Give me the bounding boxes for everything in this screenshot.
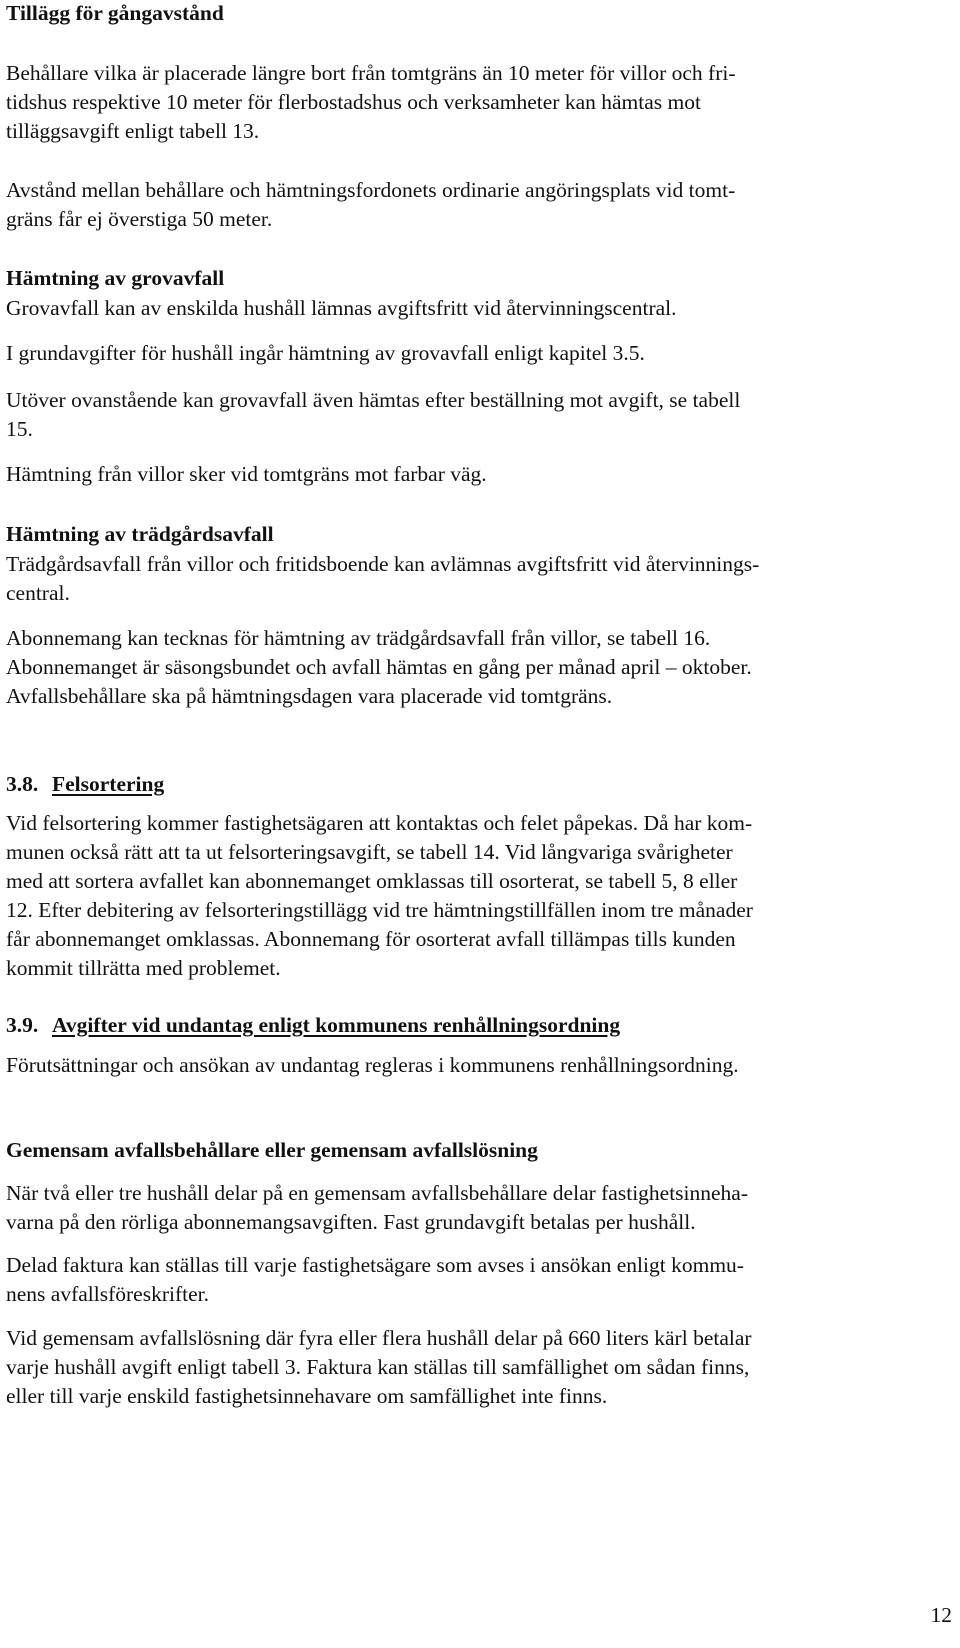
paragraph-line: tidshus respektive 10 meter för flerbostadshus och verksamheter kan hämtas mot	[6, 90, 701, 114]
paragraph-line: kommit tillrätta med problemet.	[6, 956, 281, 980]
heading-grovavfall: Hämtning av grovavfall	[6, 266, 225, 290]
paragraph-line: varje hushåll avgift enligt tabell 3. Faktura kan ställas till samfällighet om sådan finns,	[6, 1355, 750, 1379]
paragraph-line: 15.	[6, 417, 33, 441]
paragraph-line: I grundavgifter för hushåll ingår hämtning av grovavfall enligt kapitel 3.5.	[6, 341, 645, 365]
paragraph-line: Vid felsortering kommer fastighetsägaren att kontaktas och felet påpekas. Då har kom-	[6, 811, 753, 835]
section-number: 3.9.	[6, 1013, 39, 1037]
section-number: 3.8.	[6, 772, 39, 796]
paragraph-line: nens avfallsföreskrifter.	[6, 1282, 209, 1306]
paragraph-line: Förutsättningar och ansökan av undantag regleras i kommunens renhållningsordning.	[6, 1053, 739, 1077]
heading-gangavstand: Tillägg för gångavstånd	[6, 1, 224, 25]
paragraph-line: Delad faktura kan ställas till varje fastighetsägare som avses i ansökan enligt kommu-	[6, 1253, 744, 1277]
paragraph-line: Trädgårdsavfall från villor och fritidsboende kan avlämnas avgiftsfritt vid återvinnings-	[6, 552, 760, 576]
paragraph-line: Behållare vilka är placerade längre bort från tomtgräns än 10 meter för villor och fri-	[6, 61, 736, 85]
heading-gemensam: Gemensam avfallsbehållare eller gemensam avfallslösning	[6, 1138, 538, 1162]
paragraph-line: central.	[6, 581, 70, 605]
paragraph-line: med att sortera avfallet kan abonnemanget omklassas till osorterat, se tabell 5, 8 eller	[6, 869, 738, 893]
paragraph-line: gräns får ej överstiga 50 meter.	[6, 207, 273, 231]
paragraph-line: Avstånd mellan behållare och hämtningsfordonets ordinarie angöringsplats vid tomt-	[6, 178, 736, 202]
paragraph-line: När två eller tre hushåll delar på en gemensam avfallsbehållare delar fastighetsinneha-	[6, 1181, 749, 1205]
heading-avgifter-undantag: Avgifter vid undantag enligt kommunens renhållningsordning	[52, 1013, 621, 1037]
paragraph-line: Vid gemensam avfallslösning där fyra eller flera hushåll delar på 660 liters kärl betalar	[6, 1326, 752, 1350]
page-number: 12	[930, 1603, 952, 1627]
heading-tradgardsavfall: Hämtning av trädgårdsavfall	[6, 522, 274, 546]
paragraph-line: varna på den rörliga abonnemangsavgiften. Fast grundavgift betalas per hushåll.	[6, 1210, 696, 1234]
paragraph-line: Abonnemanget är säsongsbundet och avfall hämtas en gång per månad april – oktober.	[6, 655, 752, 679]
paragraph-line: eller till varje enskild fastighetsinnehavare om samfällighet inte finns.	[6, 1384, 608, 1408]
paragraph-line: Grovavfall kan av enskilda hushåll lämnas avgiftsfritt vid återvinningscentral.	[6, 296, 677, 320]
heading-felsortering: Felsortering	[52, 772, 165, 796]
paragraph-line: Avfallsbehållare ska på hämtningsdagen vara placerade vid tomtgräns.	[6, 684, 613, 708]
paragraph-line: tilläggsavgift enligt tabell 13.	[6, 119, 260, 143]
paragraph-line: Utöver ovanstående kan grovavfall även hämtas efter beställning mot avgift, se tabell	[6, 388, 741, 412]
paragraph-line: munen också rätt att ta ut felsorteringsavgift, se tabell 14. Vid långvariga svårigheter	[6, 840, 733, 864]
paragraph-line: Hämtning från villor sker vid tomtgräns mot farbar väg.	[6, 462, 487, 486]
paragraph-line: får abonnemanget omklassas. Abonnemang för osorterat avfall tillämpas tills kunden	[6, 927, 736, 951]
paragraph-line: Abonnemang kan tecknas för hämtning av trädgårdsavfall från villor, se tabell 16.	[6, 626, 711, 650]
paragraph-line: 12. Efter debitering av felsorteringstillägg vid tre hämtningstillfällen inom tre månader	[6, 898, 753, 922]
